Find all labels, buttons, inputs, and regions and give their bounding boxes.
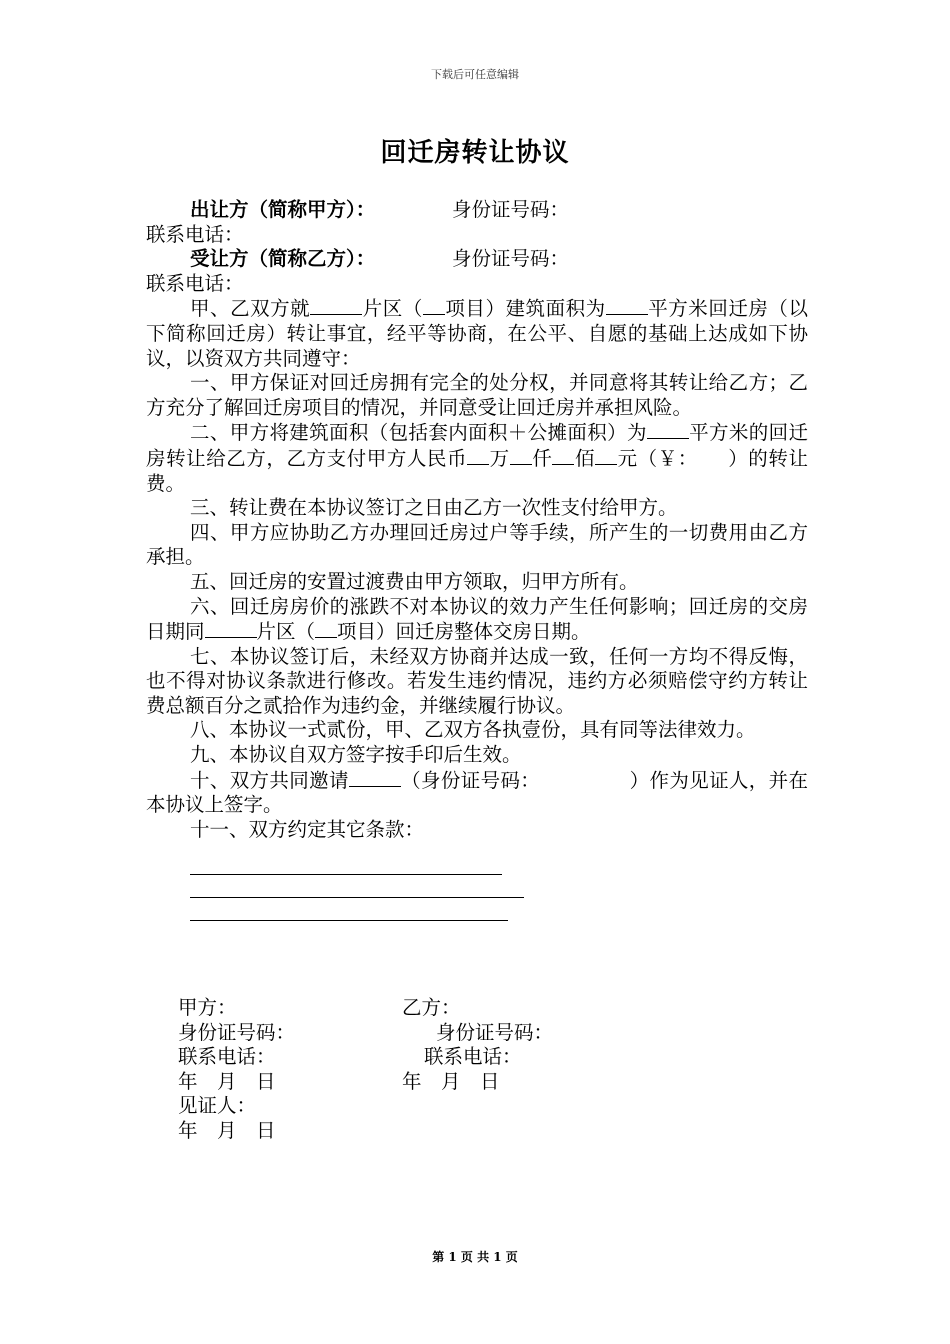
clause-9: 九、本协议自双方签字按手印后生效。	[190, 743, 522, 767]
clause-3: 三、转让费在本协议签订之日由乙方一次性支付给甲方。	[190, 496, 678, 520]
transferee-row	[146, 247, 808, 272]
signature-phone-row	[178, 1045, 678, 1070]
transfer-area-blank[interactable]	[647, 420, 689, 439]
clause-10: 十、双方共同邀请 （身份证号码： ）作为见证人，并在本协议上签字。	[146, 768, 808, 817]
bai-blank[interactable]	[552, 446, 574, 465]
transferor-id-label: 身份证号码：	[452, 198, 570, 221]
clause-2: 二、甲方将建筑面积（包括套内面积＋公摊面积）为 平方米的回迁房转让给乙方，乙方支付甲方人民币 万 仟 佰 元（￥： ）的转让费。	[146, 421, 808, 495]
yuan-blank[interactable]	[595, 446, 617, 465]
transferor-row	[146, 198, 808, 223]
signature-party-row	[178, 996, 678, 1021]
clause-5: 五、回迁房的安置过渡费由甲方领取，归甲方所有。	[190, 569, 639, 593]
witness-date-row	[178, 1119, 678, 1144]
transferor-phone-label: 联系电话：	[146, 222, 244, 246]
transferee-id-label: 身份证号码：	[452, 247, 570, 271]
project-blank[interactable]	[423, 296, 445, 315]
party-b-id-label: 身份证号码：	[436, 1020, 554, 1044]
area-blank[interactable]	[606, 296, 648, 315]
party-b-phone-label: 联系电话：	[424, 1045, 522, 1069]
clause-7: 七、本协议签订后，未经双方协商并达成一致，任何一方均不得反悔，也不得对协议条款进行修改。若发生违约情况，违约方必须赔偿守约方转让费总额百分之贰拾作为违约金，并继续履行协议。	[146, 644, 808, 717]
witness-name-blank[interactable]	[349, 768, 401, 787]
party-a-sign-label: 甲方：	[178, 996, 237, 1019]
agreement-body	[146, 198, 808, 921]
witness-label: 见证人：	[178, 1094, 257, 1118]
district-blank[interactable]	[310, 296, 362, 315]
header-note: 下载后可任意编辑	[431, 68, 519, 81]
other-terms-line[interactable]	[190, 898, 508, 921]
party-a-phone-label: 联系电话：	[178, 1045, 276, 1069]
other-terms-line[interactable]	[190, 875, 524, 898]
clause-4: 四、甲方应协助乙方办理回迁房过户等手续，所产生的一切费用由乙方承担。	[146, 520, 808, 569]
clause-1: 一、甲方保证对回迁房拥有完全的处分权，并同意将其转让给乙方；乙方充分了解回迁房项目的情况，并同意受让回迁房并承担风险。	[146, 371, 808, 419]
other-terms-line[interactable]	[190, 852, 502, 875]
party-b-sign-label: 乙方：	[402, 996, 461, 1019]
signature-block	[178, 996, 678, 1144]
transferee-phone-label: 联系电话：	[146, 271, 244, 295]
witness-row	[178, 1094, 678, 1119]
witness-date: 年 月 日	[178, 1118, 276, 1142]
delivery-project-blank[interactable]	[315, 619, 337, 638]
clause-6: 六、回迁房房价的涨跌不对本协议的效力产生任何影响；回迁房的交房日期同 片区（ 项目）回迁房整体交房日期。	[146, 594, 808, 644]
clause-8: 八、本协议一式贰份，甲、乙双方各执壹份，具有同等法律效力。	[190, 718, 756, 742]
party-a-date: 年 月 日	[178, 1069, 276, 1093]
signature-id-row	[178, 1021, 678, 1046]
wan-blank[interactable]	[467, 446, 489, 465]
transferee-label: 受让方（简称乙方）：	[190, 247, 376, 271]
transferor-label: 出让方（简称甲方）：	[190, 198, 376, 221]
page-footer: 第 1 页 共 1 页	[432, 1250, 518, 1264]
party-a-id-label: 身份证号码：	[178, 1020, 296, 1044]
clause-11: 十一、双方约定其它条款：	[190, 817, 425, 841]
other-terms-lines	[146, 852, 808, 921]
party-b-date: 年 月 日	[402, 1069, 500, 1093]
delivery-district-blank[interactable]	[205, 619, 257, 638]
qian-blank[interactable]	[510, 446, 532, 465]
signature-date-row	[178, 1070, 678, 1095]
document-title: 回迁房转让协议	[380, 138, 570, 168]
intro-paragraph: 甲、乙双方就 片区（ 项目）建筑面积为 平方米回迁房（以下简称回迁房）转让事宜，经平等协商，在公平、自愿的基础上达成如下协议，以资双方共同遵守：	[146, 297, 808, 370]
